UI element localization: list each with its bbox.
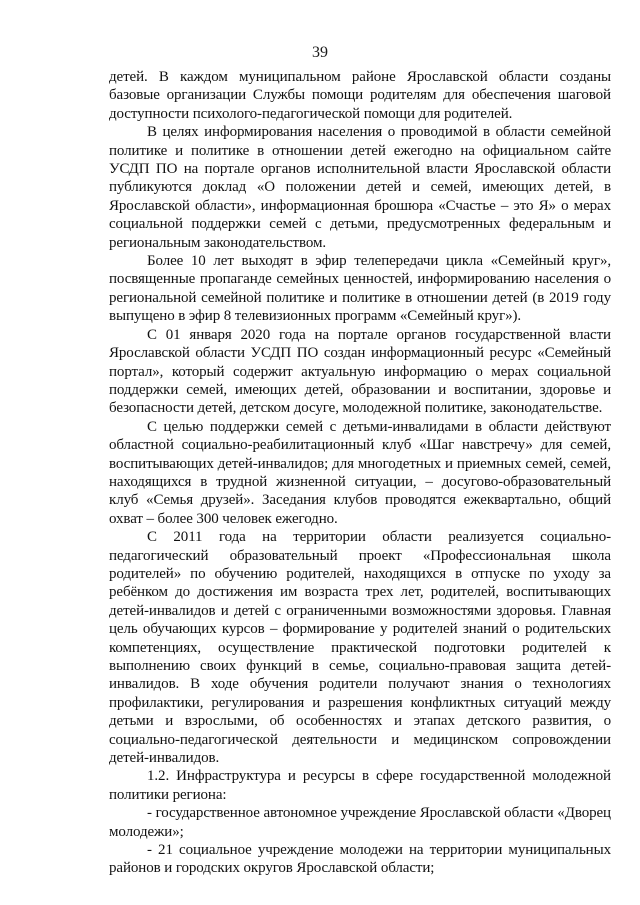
paragraph-service-organizations: детей. В каждом муниципальном районе Ярославской области созданы базовые организации Службы помощи родителям для обеспечения шаговой доступности психолого-педагогической помощи для родителей.: [109, 69, 611, 122]
page-number: 39: [312, 44, 328, 61]
paragraph-disabled-children-clubs: С целью поддержки семей с детьми-инвалидами в области действуют областной социально-реабилитационный клуб «Шаг навстречу» для семей, воспитывающих детей-инвалидов; для многодетных и приемных семей, семей, находящихся в трудной жизненной ситуации, – досугово-образовательный клуб «Семья друзей». Заседания клубов проводятся ежеквартально, общий охват – более 300 человек ежегодно.: [109, 418, 611, 527]
list-item-youth-institutions: - 21 социальное учреждение молодежи на территории муниципальных районов и городских округов Ярославской области;: [109, 842, 611, 877]
paragraph-family-portal: С 01 января 2020 года на портале органов государственной власти Ярославской области УСДП ПО создан информационный ресурс «Семейный портал», который содержит актуальную информацию о мерах социальной поддержки семей, имеющих детей, образовании и воспитании, здоровье и безопасности детей, детском досуге, молодежной политике, законодательстве.: [109, 326, 611, 417]
paragraph-informing-population: В целях информирования населения о проводимой в области семейной политике и политике в отношении детей ежегодно на официальном сайте УСДП ПО на портале органов исполнительной власти Ярославской области публикуются доклад «О положении детей и семей, имеющих детей, в Ярославской области», информационная брошюра «Счастье – это Я» о мерах социальной поддержки семей с детьми, предусмотренных федеральным и региональным законодательством.: [109, 124, 611, 251]
paragraph-tv-program: Более 10 лет выходят в эфир телепередачи цикла «Семейный круг», посвященные пропаганде семейных ценностей, информированию населения о региональной семейной политике и политике в отношении детей (в 2019 году выпущено в эфир 8 телевизионных программ «Семейный круг»).: [109, 253, 611, 325]
list-item-youth-palace: - государственное автономное учреждение Ярославской области «Дворец молодежи»;: [109, 805, 611, 840]
document-body: [109, 68, 611, 878]
paragraph-parents-school: С 2011 года на территории области реализуется социально-педагогический образовательный проект «Профессиональная школа родителей» по обучению родителей, находящихся в отпуске по уходу за ребёнком до достижения им возраста трех лет, родителей, воспитывающих детей-инвалидов и детей с ограниченными возможностями здоровья. Главная цель обучающих курсов – формирование у родителей знаний о родительских компетенциях, осуществление практической подготовки родителей к выполнению своих функций в семье, социально-правовая защита детей-инвалидов. В ходе обучения родители получают знания о технологиях профилактики, регулирования и разрешения конфликтных ситуаций между детьми и взрослыми, об особенностях и этапах детского развития, о социально-педагогической деятельности и медицинском сопровождении детей-инвалидов.: [109, 529, 611, 767]
section-heading-infrastructure: 1.2. Инфраструктура и ресурсы в сфере государственной молодежной политики региона:: [109, 768, 611, 803]
